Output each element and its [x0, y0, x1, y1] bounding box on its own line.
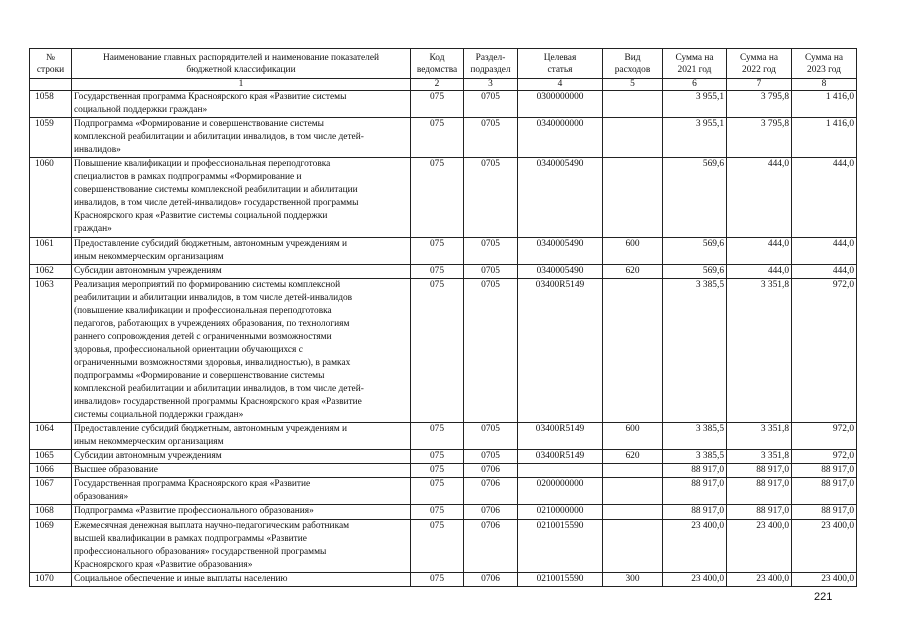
section-cell: 0706	[464, 519, 518, 572]
row-number-cell: 1066	[30, 464, 72, 478]
expense-type-cell: 600	[603, 237, 663, 264]
row-name-line: специалистов в рамках подпрограммы «Формирование и	[74, 172, 302, 183]
table-row	[30, 423, 857, 450]
table-row	[30, 158, 857, 237]
table-row	[30, 572, 857, 586]
sum-2023-cell: 23 400,0	[792, 572, 857, 586]
expense-type-cell: 620	[603, 264, 663, 278]
section-cell: 0706	[464, 478, 518, 505]
department-code-cell: 075	[411, 423, 464, 450]
department-code-cell: 075	[411, 158, 464, 237]
row-name-line: инвалидов» государственной программы Красноярского края «Развитие	[74, 397, 362, 408]
row-number-cell: 1059	[30, 118, 72, 158]
target-article-cell: 0210015590	[518, 572, 603, 586]
row-name-cell	[72, 91, 411, 118]
section-cell: 0705	[464, 450, 518, 464]
row-name-cell	[72, 464, 411, 478]
row-name-line: иным некоммерческим организациям	[74, 251, 224, 262]
department-code-cell: 075	[411, 464, 464, 478]
row-name-line: профессионального образования» государственной программы	[74, 546, 327, 557]
header-sum-2023: Сумма на 2023 год	[792, 49, 857, 79]
department-code-cell: 075	[411, 505, 464, 519]
row-name-line: Социальное обеспечение и иные выплаты населению	[74, 573, 288, 584]
row-name-line: Подпрограмма «Формирование и совершенствование системы	[74, 119, 324, 130]
row-name-line: ограниченными возможностями здоровья, инвалидностью), в рамках	[74, 357, 351, 368]
department-code-cell: 075	[411, 478, 464, 505]
row-name-cell	[72, 237, 411, 264]
sum-2022-cell: 88 917,0	[727, 464, 792, 478]
target-article-cell: 0210000000	[518, 505, 603, 519]
sum-2023-cell: 88 917,0	[792, 478, 857, 505]
row-number-cell: 1067	[30, 478, 72, 505]
row-number-cell: 1058	[30, 91, 72, 118]
table-row	[30, 118, 857, 158]
row-name-line: инвалидов»	[74, 145, 121, 156]
sum-2023-cell: 444,0	[792, 158, 857, 237]
target-article-cell: 0210015590	[518, 519, 603, 572]
column-number-row	[30, 79, 857, 91]
section-cell: 0706	[464, 505, 518, 519]
expense-type-cell: 300	[603, 572, 663, 586]
budget-table	[29, 48, 857, 587]
sum-2023-cell: 972,0	[792, 278, 857, 423]
row-name-cell	[72, 278, 411, 423]
row-name-line: совершенствование системы комплексной реабилитации и абилитации	[74, 185, 358, 196]
section-cell: 0705	[464, 118, 518, 158]
sum-2021-cell: 569,6	[663, 158, 727, 237]
row-name-line: Предоставление субсидий бюджетным, автономным учреждениям и	[74, 424, 348, 435]
row-name-line: комплексной реабилитации и абилитации инвалидов, в том числе детей-	[74, 384, 364, 395]
sum-2023-cell: 1 416,0	[792, 118, 857, 158]
expense-type-cell: 620	[603, 450, 663, 464]
row-name-line: педагогов, работающих в учреждениях образования, по технологиям	[74, 318, 350, 329]
row-number-cell: 1060	[30, 158, 72, 237]
sum-2023-cell: 88 917,0	[792, 464, 857, 478]
row-number-cell: 1061	[30, 237, 72, 264]
section-cell: 0705	[464, 158, 518, 237]
sum-2022-cell: 3 351,8	[727, 423, 792, 450]
target-article-cell: 0300000000	[518, 91, 603, 118]
sum-2022-cell: 88 917,0	[727, 478, 792, 505]
target-article-cell: 03400R5149	[518, 423, 603, 450]
column-number: 4	[518, 79, 603, 91]
expense-type-cell	[603, 278, 663, 423]
table-row	[30, 264, 857, 278]
sum-2021-cell: 23 400,0	[663, 572, 727, 586]
sum-2022-cell: 444,0	[727, 237, 792, 264]
target-article-cell: 0340005490	[518, 264, 603, 278]
sum-2023-cell: 444,0	[792, 237, 857, 264]
expense-type-cell	[603, 158, 663, 237]
row-name-cell	[72, 264, 411, 278]
sum-2021-cell: 88 917,0	[663, 478, 727, 505]
sum-2021-cell: 569,6	[663, 264, 727, 278]
department-code-cell: 075	[411, 450, 464, 464]
row-name-line: Государственная программа Красноярского края «Развитие системы	[74, 92, 347, 102]
row-name-line: системы социальной поддержки граждан»	[74, 410, 244, 421]
target-article-cell: 0200000000	[518, 478, 603, 505]
row-name-line: Подпрограмма «Развитие профессионального образования»	[74, 506, 314, 517]
header-name: Наименование главных распорядителей и наименование показателей бюджетной классификации	[72, 49, 411, 79]
table-body	[30, 91, 857, 587]
department-code-cell: 075	[411, 572, 464, 586]
section-cell: 0706	[464, 572, 518, 586]
budget-table-sheet	[29, 48, 856, 587]
row-name-cell	[72, 478, 411, 505]
column-number: 2	[411, 79, 464, 91]
sum-2021-cell: 3 385,5	[663, 423, 727, 450]
expense-type-cell	[603, 478, 663, 505]
sum-2022-cell: 3 795,8	[727, 91, 792, 118]
sum-2023-cell: 972,0	[792, 423, 857, 450]
sum-2023-cell: 444,0	[792, 264, 857, 278]
row-number-cell: 1069	[30, 519, 72, 572]
row-name-line: Красноярского края «Развитие образования»	[74, 559, 253, 570]
table-row	[30, 505, 857, 519]
row-name-line: инвалидов, в том числе детей-инвалидов» государственной программы	[74, 198, 359, 209]
row-name-line: подпрограммы «Формирование и совершенствование системы	[74, 370, 325, 381]
row-name-line: иным некоммерческим организациям	[74, 437, 224, 448]
row-name-cell	[72, 519, 411, 572]
section-cell: 0705	[464, 237, 518, 264]
sum-2021-cell: 88 917,0	[663, 464, 727, 478]
row-name-cell	[72, 423, 411, 450]
row-number-cell: 1065	[30, 450, 72, 464]
column-number: 6	[663, 79, 727, 91]
row-name-line: Субсидии автономным учреждениям	[74, 451, 222, 462]
row-name-line: комплексной реабилитации и абилитации инвалидов, в том числе детей-	[74, 132, 364, 143]
sum-2023-cell: 88 917,0	[792, 505, 857, 519]
department-code-cell: 075	[411, 91, 464, 118]
row-number-cell: 1070	[30, 572, 72, 586]
table-row	[30, 519, 857, 572]
row-name-line: Предоставление субсидий бюджетным, автономным учреждениям и	[74, 238, 348, 249]
row-name-line: Ежемесячная денежная выплата научно-педагогическим работникам	[74, 520, 350, 531]
expense-type-cell	[603, 464, 663, 478]
row-number-cell: 1063	[30, 278, 72, 423]
expense-type-cell	[603, 118, 663, 158]
row-name-line: высшей квалификации в рамках подпрограммы «Развитие	[74, 533, 307, 544]
row-name-line: социальной поддержки граждан»	[74, 105, 208, 116]
sum-2022-cell: 23 400,0	[727, 519, 792, 572]
table-row	[30, 237, 857, 264]
expense-type-cell	[603, 505, 663, 519]
row-number-cell: 1068	[30, 505, 72, 519]
department-code-cell: 075	[411, 118, 464, 158]
sum-2023-cell: 972,0	[792, 450, 857, 464]
sum-2022-cell: 444,0	[727, 264, 792, 278]
row-name-line: раннего сопровождения детей с ограниченными возможностями	[74, 331, 332, 342]
sum-2021-cell: 3 385,5	[663, 278, 727, 423]
column-number: 7	[727, 79, 792, 91]
header-target-article: Целевая статья	[518, 49, 603, 79]
section-cell: 0706	[464, 464, 518, 478]
department-code-cell: 075	[411, 278, 464, 423]
section-cell: 0705	[464, 264, 518, 278]
header-section: Раздел- подраздел	[464, 49, 518, 79]
target-article-cell: 0340005490	[518, 237, 603, 264]
department-code-cell: 075	[411, 519, 464, 572]
sum-2022-cell: 3 351,8	[727, 278, 792, 423]
row-number-cell: 1064	[30, 423, 72, 450]
row-name-cell	[72, 450, 411, 464]
expense-type-cell: 600	[603, 423, 663, 450]
sum-2022-cell: 3 795,8	[727, 118, 792, 158]
sum-2022-cell: 3 351,8	[727, 450, 792, 464]
expense-type-cell	[603, 91, 663, 118]
column-number: 8	[792, 79, 857, 91]
row-name-line: образования»	[74, 492, 129, 503]
column-number: 1	[72, 79, 411, 91]
row-name-line: Государственная программа Красноярского края «Развитие	[74, 479, 311, 490]
table-row	[30, 464, 857, 478]
table-row	[30, 478, 857, 505]
table-row	[30, 91, 857, 118]
sum-2021-cell: 3 955,1	[663, 91, 727, 118]
row-name-line: (повышение квалификации и профессиональная переподготовка	[74, 305, 332, 316]
section-cell: 0705	[464, 278, 518, 423]
table-header	[30, 49, 857, 91]
row-name-cell	[72, 505, 411, 519]
row-name-cell	[72, 572, 411, 586]
row-name-line: граждан»	[74, 224, 112, 235]
sum-2021-cell: 88 917,0	[663, 505, 727, 519]
header-department-code: Код ведомства	[411, 49, 464, 79]
target-article-cell: 03400R5149	[518, 450, 603, 464]
table-row	[30, 450, 857, 464]
sum-2023-cell: 1 416,0	[792, 91, 857, 118]
section-cell: 0705	[464, 91, 518, 118]
row-name-cell	[72, 158, 411, 237]
header-sum-2022: Сумма на 2022 год	[727, 49, 792, 79]
row-name-line: Повышение квалификации и профессиональная переподготовка	[74, 159, 331, 170]
sum-2021-cell: 569,6	[663, 237, 727, 264]
row-name-line: Высшее образование	[74, 465, 158, 476]
target-article-cell	[518, 464, 603, 478]
row-number-cell: 1062	[30, 264, 72, 278]
column-number: 5	[603, 79, 663, 91]
sum-2021-cell: 23 400,0	[663, 519, 727, 572]
sum-2023-cell: 23 400,0	[792, 519, 857, 572]
header-expense-type: Вид расходов	[603, 49, 663, 79]
department-code-cell: 075	[411, 237, 464, 264]
department-code-cell: 075	[411, 264, 464, 278]
row-name-line: Субсидии автономным учреждениям	[74, 265, 222, 276]
sum-2022-cell: 23 400,0	[727, 572, 792, 586]
row-name-line: здоровья, профессиональной ориентации обучающихся с	[74, 344, 303, 355]
target-article-cell: 0340005490	[518, 158, 603, 237]
header-sum-2021: Сумма на 2021 год	[663, 49, 727, 79]
sum-2021-cell: 3 955,1	[663, 118, 727, 158]
expense-type-cell	[603, 519, 663, 572]
row-name-line: Реализация мероприятий по формированию системы комплексной	[74, 279, 341, 290]
row-name-cell	[72, 118, 411, 158]
section-cell: 0705	[464, 423, 518, 450]
column-number: 3	[464, 79, 518, 91]
header-row-number: № строки	[30, 49, 72, 79]
column-number	[30, 79, 72, 91]
sum-2021-cell: 3 385,5	[663, 450, 727, 464]
sum-2022-cell: 444,0	[727, 158, 792, 237]
row-name-line: Красноярского края «Развитие системы социальной поддержки	[74, 211, 328, 222]
table-row	[30, 278, 857, 423]
sum-2022-cell: 88 917,0	[727, 505, 792, 519]
page-number: 221	[814, 591, 833, 603]
row-name-line: реабилитации и абилитации инвалидов, в том числе детей-инвалидов	[74, 292, 353, 303]
target-article-cell: 0340000000	[518, 118, 603, 158]
target-article-cell: 03400R5149	[518, 278, 603, 423]
